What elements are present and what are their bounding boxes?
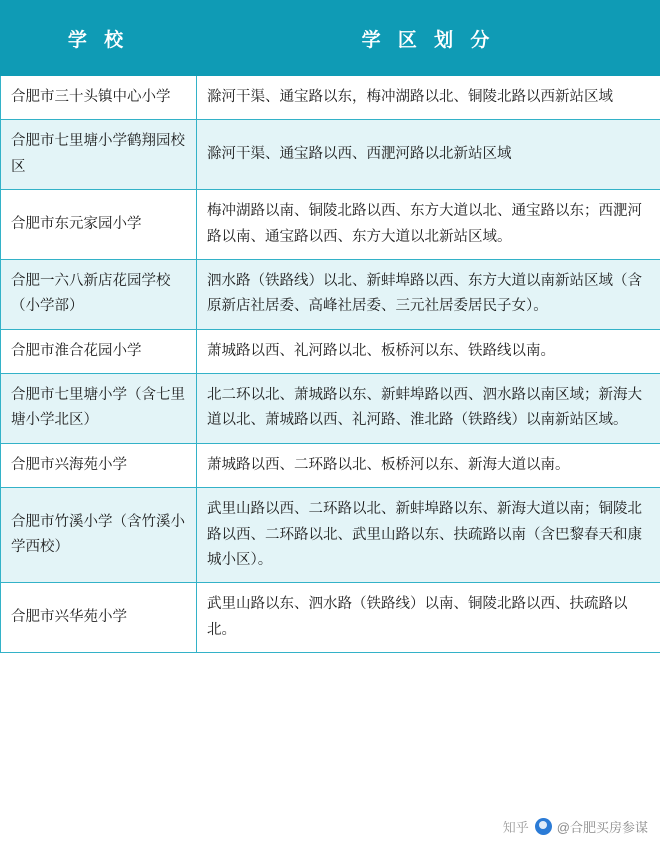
- watermark-footer: [0, 809, 660, 843]
- table-row: [1, 190, 660, 260]
- cell-school: 合肥市竹溪小学（含竹溪小学西校）: [1, 488, 197, 583]
- cell-zone: 萧城路以西、礼河路以北、板桥河以东、铁路线以南。: [197, 329, 660, 373]
- column-header-school: 学 校: [1, 1, 197, 76]
- column-header-zone: 学 区 划 分: [197, 1, 660, 76]
- cell-zone: 武里山路以西、二环路以北、新蚌埠路以东、新海大道以南；铜陵北路以西、二环路以北、武里山路以东、扶疏路以南（含巴黎春天和康城小区）。: [197, 488, 660, 583]
- cell-zone: 滁河干渠、通宝路以西、西淝河路以北新站区域: [197, 120, 660, 190]
- cell-zone: 萧城路以西、二环路以北、板桥河以东、新海大道以南。: [197, 443, 660, 487]
- cell-school: 合肥市东元家园小学: [1, 190, 197, 260]
- cell-school: 合肥市七里塘小学鹤翔园校区: [1, 120, 197, 190]
- watermark-group: [503, 817, 648, 836]
- cell-zone: 北二环以北、萧城路以东、新蚌埠路以西、泗水路以南区域；新海大道以北、萧城路以西、礼河路、淮北路（铁路线）以南新站区域。: [197, 374, 660, 444]
- table-row: [1, 583, 660, 653]
- cell-school: 合肥市七里塘小学（含七里塘小学北区）: [1, 374, 197, 444]
- table-row: [1, 76, 660, 120]
- table-row: [1, 443, 660, 487]
- table-row: [1, 120, 660, 190]
- cell-school: 合肥市兴华苑小学: [1, 583, 197, 653]
- table-row: [1, 374, 660, 444]
- table-row: [1, 329, 660, 373]
- table-header: [1, 1, 660, 76]
- table-body: [1, 76, 660, 653]
- cell-school: 合肥一六八新店花园学校（小学部）: [1, 259, 197, 329]
- watermark-username: @合肥买房参谋: [556, 819, 648, 835]
- cell-school: 合肥市三十头镇中心小学: [1, 76, 197, 120]
- cell-zone: 梅冲湖路以南、铜陵北路以西、东方大道以北、通宝路以东；西淝河路以南、通宝路以西、东方大道以北新站区域。: [197, 190, 660, 260]
- table-row: [1, 259, 660, 329]
- table-row: [1, 488, 660, 583]
- cell-zone: 武里山路以东、泗水路（铁路线）以南、铜陵北路以西、扶疏路以北。: [197, 583, 660, 653]
- table-header-row: [1, 1, 660, 76]
- cell-school: 合肥市兴海苑小学: [1, 443, 197, 487]
- cell-school: 合肥市淮合花园小学: [1, 329, 197, 373]
- zhihu-logo-text: 知乎: [502, 819, 529, 835]
- cell-zone: 滁河干渠、通宝路以东，梅冲湖路以北、铜陵北路以西新站区域: [197, 76, 660, 120]
- avatar: [535, 818, 552, 835]
- cell-zone: 泗水路（铁路线）以北、新蚌埠路以西、东方大道以南新站区域（含原新店社居委、高峰社居委、三元社居委居民子女）。: [197, 259, 660, 329]
